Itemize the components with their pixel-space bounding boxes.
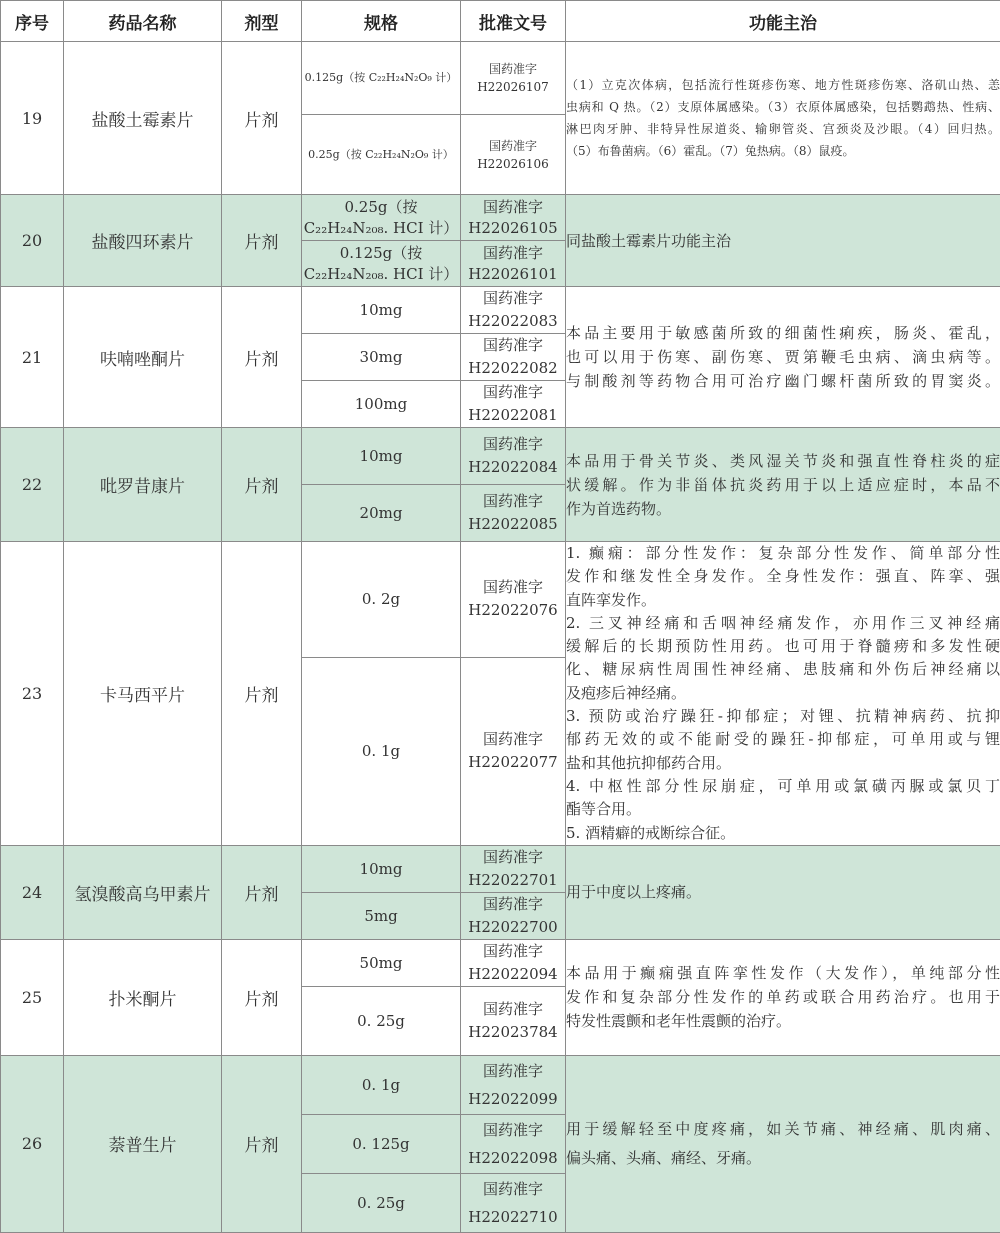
function-line: 直阵挛发作。 (566, 589, 1000, 612)
drug-no: 22 (1, 428, 64, 542)
approval-line: H22022094 (461, 963, 565, 986)
function-line: 2. 三叉神经痛和舌咽神经痛发作，亦用作三叉神经痛 (566, 612, 1000, 635)
approval-line: H22022710 (461, 1203, 565, 1231)
function-line: 本品用于癫痫强直阵挛性发作（大发作），单纯部分性 (566, 961, 1000, 985)
drug-name: 卡马西平片 (64, 542, 222, 846)
function-cell (566, 1055, 1000, 1232)
spec-line: 0.25g（按 (302, 197, 460, 218)
approval-line: 国药准字 (461, 287, 565, 310)
approval-cell (461, 241, 566, 287)
function-line: 3. 预防或治疗躁狂-抑郁症；对锂、抗精神病药、抗抑 (566, 705, 1000, 728)
function-line: 状缓解。作为非甾体抗炎药用于以上适应症时，本品不 (566, 473, 1000, 497)
approval-line: H22026101 (461, 264, 565, 285)
function-line: 也可以用于伤寒、副伤寒、贾第鞭毛虫病、滴虫病等。 (566, 345, 1000, 369)
function-cell (566, 195, 1000, 287)
function-cell (566, 845, 1000, 939)
spec-cell (302, 241, 461, 287)
approval-line: 国药准字 (461, 1057, 565, 1085)
approval-cell (461, 287, 566, 334)
header-name: 药品名称 (64, 1, 222, 42)
spec-cell: 10mg (302, 287, 461, 334)
spec-cell (302, 195, 461, 241)
drug-no: 24 (1, 845, 64, 939)
table-row (1, 287, 1000, 334)
drug-form: 片剂 (222, 195, 302, 287)
function-line: 作为首选药物。 (566, 497, 1000, 521)
drug-name: 盐酸土霉素片 (64, 42, 222, 195)
table-row (1, 1055, 1000, 1114)
function-line: 发作和继发性全身发作。全身性发作：强直、阵挛、强 (566, 565, 1000, 588)
spec-cell: 50mg (302, 939, 461, 986)
approval-cell (461, 485, 566, 542)
approval-line: H22022076 (461, 599, 565, 622)
approval-line: H22022083 (461, 310, 565, 333)
spec-cell: 30mg (302, 334, 461, 381)
spec-cell: 10mg (302, 428, 461, 485)
drug-no: 23 (1, 542, 64, 846)
approval-cell (461, 845, 566, 892)
function-line: 缓解后的长期预防性用药。也可用于脊髓痨和多发性硬 (566, 635, 1000, 658)
table-row (1, 939, 1000, 986)
approval-line: 国药准字 (461, 137, 565, 155)
function-line: 盐和其他抗抑郁药合用。 (566, 752, 1000, 775)
spec-cell: 0. 2g (302, 542, 461, 658)
spec-cell: 0. 125g (302, 1114, 461, 1173)
spec-line: C₂₂H₂₄N₂₀₈. HCI 计） (302, 218, 460, 239)
function-line: 1. 癫痫：部分性发作：复杂部分性发作、简单部分性 (566, 542, 1000, 565)
approval-line: H22022701 (461, 869, 565, 892)
approval-line: 国药准字 (461, 1175, 565, 1203)
function-line: 用于中度以上疼痛。 (566, 880, 1000, 904)
function-line: 与制酸剂等药物合用可治疗幽门螺杆菌所致的胃窦炎。 (566, 369, 1000, 393)
approval-cell (461, 1114, 566, 1173)
function-line: （1）立克次体病，包括流行性斑疹伤寒、地方性斑疹伤寒、洛矶山热、恙 (566, 74, 1000, 96)
approval-cell (461, 657, 566, 845)
drug-no: 20 (1, 195, 64, 287)
header-no: 序号 (1, 1, 64, 42)
approval-line: H22022081 (461, 404, 565, 427)
approval-line: H22023784 (461, 1021, 565, 1044)
spec-cell: 20mg (302, 485, 461, 542)
approval-cell (461, 542, 566, 658)
approval-cell (461, 381, 566, 428)
spec-line: C₂₂H₂₄N₂₀₈. HCI 计） (302, 264, 460, 285)
function-line: 酯等合用。 (566, 798, 1000, 821)
drug-name: 扑米酮片 (64, 939, 222, 1055)
function-line: 4. 中枢性部分性尿崩症，可单用或氯磺丙脲或氯贝丁 (566, 775, 1000, 798)
approval-line: H22026106 (461, 155, 565, 173)
drug-name: 萘普生片 (64, 1055, 222, 1232)
table-row (1, 845, 1000, 892)
spec-cell: 100mg (302, 381, 461, 428)
approval-line: H22026107 (461, 78, 565, 96)
approval-cell (461, 986, 566, 1055)
drug-name: 吡罗昔康片 (64, 428, 222, 542)
approval-line: 国药准字 (461, 60, 565, 78)
function-line: 本品用于骨关节炎、类风湿关节炎和强直性脊柱炎的症 (566, 449, 1000, 473)
approval-line: 国药准字 (461, 1116, 565, 1144)
function-line: 5. 酒精癖的戒断综合征。 (566, 822, 1000, 845)
function-cell (566, 428, 1000, 542)
approval-line: H22022085 (461, 513, 565, 536)
function-cell (566, 939, 1000, 1055)
spec-cell: 0.125g（按 C₂₂H₂₄N₂O₉ 计） (302, 42, 461, 115)
function-line: 同盐酸土霉素片功能主治 (566, 229, 1000, 253)
header-spec: 规格 (302, 1, 461, 42)
drug-form: 片剂 (222, 939, 302, 1055)
spec-cell: 0. 25g (302, 1173, 461, 1232)
drug-no: 25 (1, 939, 64, 1055)
approval-line: 国药准字 (461, 576, 565, 599)
approval-line: 国药准字 (461, 940, 565, 963)
approval-cell (461, 42, 566, 115)
approval-line: 国药准字 (461, 998, 565, 1021)
drug-no: 19 (1, 42, 64, 195)
function-line: 郁药无效的或不能耐受的躁狂-抑郁症，可单用或与锂 (566, 728, 1000, 751)
approval-cell (461, 1173, 566, 1232)
approval-cell (461, 1055, 566, 1114)
table-row (1, 542, 1000, 658)
spec-cell: 0. 1g (302, 1055, 461, 1114)
header-approval: 批准文号 (461, 1, 566, 42)
function-cell (566, 287, 1000, 428)
approval-line: 国药准字 (461, 243, 565, 264)
function-line: 本品主要用于敏感菌所致的细菌性痢疾，肠炎、霍乱， (566, 321, 1000, 345)
header-function: 功能主治 (566, 1, 1000, 42)
table-row (1, 42, 1000, 115)
spec-cell: 5mg (302, 892, 461, 939)
approval-line: 国药准字 (461, 381, 565, 404)
function-cell (566, 542, 1000, 846)
approval-cell (461, 892, 566, 939)
approval-line: H22026105 (461, 218, 565, 239)
approval-cell (461, 428, 566, 485)
function-cell (566, 42, 1000, 195)
approval-cell (461, 195, 566, 241)
spec-cell: 0. 25g (302, 986, 461, 1055)
function-line: 及疱疹后神经痛。 (566, 682, 1000, 705)
approval-cell (461, 939, 566, 986)
function-line: 用于缓解轻至中度疼痛，如关节痛、神经痛、肌肉痛、 (566, 1115, 1000, 1144)
approval-line: H22022077 (461, 751, 565, 774)
drug-form: 片剂 (222, 542, 302, 846)
drug-name: 呋喃唑酮片 (64, 287, 222, 428)
function-line: 偏头痛、头痛、痛经、牙痛。 (566, 1144, 1000, 1173)
header-form: 剂型 (222, 1, 302, 42)
table-row (1, 428, 1000, 485)
drug-name: 氢溴酸高乌甲素片 (64, 845, 222, 939)
approval-line: 国药准字 (461, 334, 565, 357)
approval-line: 国药准字 (461, 197, 565, 218)
spec-cell: 0.25g（按 C₂₂H₂₄N₂O₉ 计） (302, 115, 461, 195)
approval-line: H22022700 (461, 916, 565, 939)
approval-line: H22022099 (461, 1085, 565, 1113)
approval-line: H22022082 (461, 357, 565, 380)
drug-form: 片剂 (222, 1055, 302, 1232)
header-row (1, 1, 1000, 42)
function-line: （5）布鲁菌病。（6）霍乱。（7）兔热病。（8）鼠疫。 (566, 140, 1000, 162)
spec-cell: 0. 1g (302, 657, 461, 845)
approval-line: 国药准字 (461, 846, 565, 869)
drug-form: 片剂 (222, 428, 302, 542)
approval-line: 国药准字 (461, 490, 565, 513)
drug-form: 片剂 (222, 845, 302, 939)
drug-no: 26 (1, 1055, 64, 1232)
drug-form: 片剂 (222, 287, 302, 428)
function-line: 特发性震颤和老年性震颤的治疗。 (566, 1009, 1000, 1033)
function-line: 化、糖尿病性周围性神经痛、患肢痛和外伤后神经痛以 (566, 658, 1000, 681)
approval-cell (461, 334, 566, 381)
approval-cell (461, 115, 566, 195)
spec-cell: 10mg (302, 845, 461, 892)
function-line: 虫病和 Q 热。（2）支原体属感染。（3）衣原体属感染，包括鹦鹉热、性病、 (566, 96, 1000, 118)
approval-line: 国药准字 (461, 728, 565, 751)
table-row (1, 195, 1000, 241)
approval-line: H22022098 (461, 1144, 565, 1172)
function-line: 淋巴肉牙肿、非特异性尿道炎、输卵管炎、宫颈炎及沙眼。（4）回归热。 (566, 118, 1000, 140)
spec-line: 0.125g（按 (302, 243, 460, 264)
approval-line: 国药准字 (461, 433, 565, 456)
drug-name: 盐酸四环素片 (64, 195, 222, 287)
approval-line: 国药准字 (461, 893, 565, 916)
drug-form: 片剂 (222, 42, 302, 195)
function-line: 发作和复杂部分性发作的单药或联合用药治疗。也用于 (566, 985, 1000, 1009)
approval-line: H22022084 (461, 456, 565, 479)
drug-no: 21 (1, 287, 64, 428)
